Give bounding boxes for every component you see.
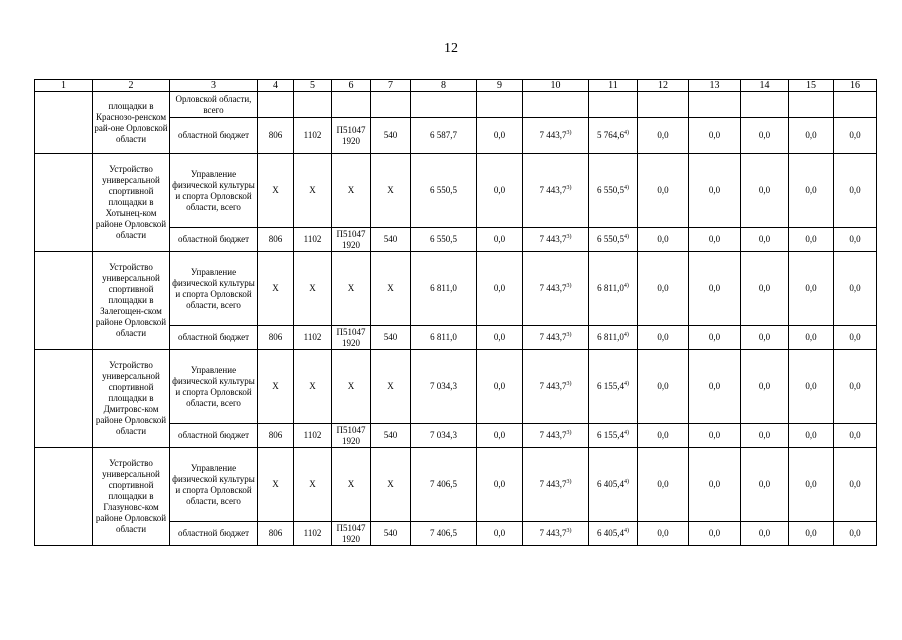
column-number: 9	[477, 80, 523, 92]
value-cell: 0,0	[789, 118, 834, 154]
value-cell: 0,0	[689, 228, 741, 252]
budget-source: областной бюджет	[170, 118, 258, 154]
row-number-cell	[35, 252, 93, 350]
value-cell: 7 443,7$^{3)}$	[523, 522, 589, 546]
value-cell: 0,0	[834, 252, 877, 326]
expense-type-code: 540	[371, 522, 411, 546]
measure-name: Устройство универсальной спортивной площадки в Залегощен-ском районе Орловской области	[93, 252, 170, 350]
value-cell: 7 443,7$^{3)}$	[523, 350, 589, 424]
value-cell: 7 443,7$^{3)}$	[523, 118, 589, 154]
value-cell: 0,0	[689, 350, 741, 424]
target-code: П51047 1920	[332, 118, 371, 154]
value-cell: 0,0	[834, 154, 877, 228]
column-number-row	[35, 80, 877, 92]
target-code: П51047 1920	[332, 228, 371, 252]
cell	[834, 92, 877, 118]
total-value: 7 034,3	[411, 350, 477, 424]
value-cell: 0,0	[834, 228, 877, 252]
budget-source: областной бюджет	[170, 522, 258, 546]
value-cell: 0,0	[741, 154, 789, 228]
expense-type-code: 540	[371, 228, 411, 252]
not-applicable-mark: X	[332, 154, 371, 228]
value-cell: 0,0	[789, 252, 834, 326]
row-number-cell	[35, 448, 93, 546]
value-cell: 0,0	[789, 228, 834, 252]
not-applicable-mark: X	[294, 448, 332, 522]
value-cell: 0,0	[741, 350, 789, 424]
not-applicable-mark: X	[371, 350, 411, 424]
not-applicable-mark: X	[294, 350, 332, 424]
not-applicable-mark: X	[258, 154, 294, 228]
row-number-cell	[35, 92, 93, 154]
not-applicable-mark: X	[332, 252, 371, 326]
table-row	[35, 154, 877, 228]
grbs-code: 806	[258, 228, 294, 252]
value-cell: 0,0	[477, 350, 523, 424]
total-value: 6 811,0	[411, 326, 477, 350]
value-cell: 0,0	[741, 424, 789, 448]
column-number: 7	[371, 80, 411, 92]
value-cell: 0,0	[834, 424, 877, 448]
value-cell: 0,0	[741, 252, 789, 326]
column-number: 13	[689, 80, 741, 92]
cell	[741, 92, 789, 118]
section-code: 1102	[294, 424, 332, 448]
value-cell: 0,0	[689, 154, 741, 228]
total-value: 6 550,5	[411, 228, 477, 252]
value-cell: 0,0	[689, 424, 741, 448]
budget-source: областной бюджет	[170, 424, 258, 448]
grbs-code: 806	[258, 326, 294, 350]
section-code: 1102	[294, 522, 332, 546]
cell	[371, 92, 411, 118]
value-cell: 0,0	[741, 448, 789, 522]
section-code: 1102	[294, 118, 332, 154]
cell	[332, 92, 371, 118]
grbs-code: 806	[258, 424, 294, 448]
value-cell: 6 405,4$^{4)}$	[589, 448, 638, 522]
section-code: 1102	[294, 326, 332, 350]
section-code: 1102	[294, 228, 332, 252]
value-cell: 0,0	[638, 154, 689, 228]
not-applicable-mark: X	[371, 448, 411, 522]
table-row	[35, 448, 877, 522]
value-cell: 6 405,4$^{4)}$	[589, 522, 638, 546]
value-cell: 0,0	[741, 118, 789, 154]
cell	[258, 92, 294, 118]
total-value: 6 811,0	[411, 252, 477, 326]
cell	[294, 92, 332, 118]
row-number-cell	[35, 350, 93, 448]
expense-type-code: 540	[371, 326, 411, 350]
value-cell: 7 443,7$^{3)}$	[523, 326, 589, 350]
column-number: 12	[638, 80, 689, 92]
value-cell: 0,0	[477, 448, 523, 522]
value-cell: 7 443,7$^{3)}$	[523, 424, 589, 448]
value-cell: 0,0	[638, 118, 689, 154]
cell	[789, 92, 834, 118]
measure-name: площадки в Краснозо-ренском рай-оне Орловской области	[93, 92, 170, 154]
value-cell: 0,0	[638, 424, 689, 448]
value-cell: 6 155,4$^{4)}$	[589, 350, 638, 424]
grbs-code: 806	[258, 118, 294, 154]
executor-total: Управление физической культуры и спорта Орловской области, всего	[170, 448, 258, 522]
value-cell: 0,0	[789, 350, 834, 424]
value-cell: 7 443,7$^{3)}$	[523, 448, 589, 522]
target-code: П51047 1920	[332, 522, 371, 546]
value-cell: 0,0	[638, 326, 689, 350]
value-cell: 5 764,6$^{4)}$	[589, 118, 638, 154]
budget-source: областной бюджет	[170, 228, 258, 252]
value-cell: 0,0	[477, 326, 523, 350]
executor-total: Управление физической культуры и спорта Орловской области, всего	[170, 154, 258, 228]
expense-type-code: 540	[371, 118, 411, 154]
value-cell: 0,0	[789, 424, 834, 448]
executor-total: Орловской области, всего	[170, 92, 258, 118]
value-cell: 0,0	[834, 448, 877, 522]
not-applicable-mark: X	[371, 252, 411, 326]
column-number: 6	[332, 80, 371, 92]
value-cell: 0,0	[789, 448, 834, 522]
cell	[477, 92, 523, 118]
value-cell: 7 443,7$^{3)}$	[523, 228, 589, 252]
not-applicable-mark: X	[258, 252, 294, 326]
not-applicable-mark: X	[258, 448, 294, 522]
column-number: 14	[741, 80, 789, 92]
value-cell: 0,0	[834, 118, 877, 154]
executor-total: Управление физической культуры и спорта Орловской области, всего	[170, 252, 258, 326]
value-cell: 6 550,5$^{4)}$	[589, 228, 638, 252]
column-number: 5	[294, 80, 332, 92]
grbs-code: 806	[258, 522, 294, 546]
value-cell: 0,0	[477, 252, 523, 326]
row-number-cell	[35, 154, 93, 252]
value-cell: 0,0	[741, 326, 789, 350]
value-cell: 0,0	[789, 154, 834, 228]
value-cell: 0,0	[477, 228, 523, 252]
column-number: 15	[789, 80, 834, 92]
measure-name: Устройство универсальной спортивной площадки в Дмитровс-ком районе Орловской области	[93, 350, 170, 448]
value-cell: 0,0	[834, 522, 877, 546]
not-applicable-mark: X	[332, 350, 371, 424]
cell	[689, 92, 741, 118]
page-number: 12	[444, 41, 458, 56]
cell	[411, 92, 477, 118]
value-cell: 0,0	[638, 252, 689, 326]
value-cell: 6 550,5$^{4)}$	[589, 154, 638, 228]
value-cell: 0,0	[689, 118, 741, 154]
executor-total: Управление физической культуры и спорта Орловской области, всего	[170, 350, 258, 424]
not-applicable-mark: X	[371, 154, 411, 228]
value-cell: 6 155,4$^{4)}$	[589, 424, 638, 448]
column-number: 8	[411, 80, 477, 92]
not-applicable-mark: X	[294, 154, 332, 228]
column-number: 10	[523, 80, 589, 92]
column-number: 16	[834, 80, 877, 92]
value-cell: 0,0	[477, 154, 523, 228]
value-cell: 0,0	[789, 326, 834, 350]
not-applicable-mark: X	[258, 350, 294, 424]
total-value: 7 406,5	[411, 522, 477, 546]
value-cell: 7 443,7$^{3)}$	[523, 154, 589, 228]
value-cell: 0,0	[834, 326, 877, 350]
column-number: 3	[170, 80, 258, 92]
budget-table	[34, 79, 877, 546]
total-value: 7 406,5	[411, 448, 477, 522]
value-cell: 0,0	[477, 522, 523, 546]
value-cell: 6 811,0$^{4)}$	[589, 326, 638, 350]
column-number: 1	[35, 80, 93, 92]
value-cell: 0,0	[689, 326, 741, 350]
total-value: 6 550,5	[411, 154, 477, 228]
column-number: 11	[589, 80, 638, 92]
target-code: П51047 1920	[332, 424, 371, 448]
budget-source: областной бюджет	[170, 326, 258, 350]
expense-type-code: 540	[371, 424, 411, 448]
table-row	[35, 252, 877, 326]
value-cell: 0,0	[477, 424, 523, 448]
value-cell: 0,0	[638, 522, 689, 546]
value-cell: 0,0	[477, 118, 523, 154]
measure-name: Устройство универсальной спортивной площадки в Глазуновс-ком районе Орловской области	[93, 448, 170, 546]
value-cell: 0,0	[638, 448, 689, 522]
value-cell: 0,0	[689, 252, 741, 326]
measure-name: Устройство универсальной спортивной площадки в Хотынец-ком районе Орловской области	[93, 154, 170, 252]
value-cell: 0,0	[789, 522, 834, 546]
total-value: 7 034,3	[411, 424, 477, 448]
table-row	[35, 92, 877, 118]
not-applicable-mark: X	[294, 252, 332, 326]
column-number: 2	[93, 80, 170, 92]
cell	[523, 92, 589, 118]
total-value: 6 587,7	[411, 118, 477, 154]
value-cell: 0,0	[689, 448, 741, 522]
cell	[638, 92, 689, 118]
value-cell: 7 443,7$^{3)}$	[523, 252, 589, 326]
value-cell: 0,0	[834, 350, 877, 424]
target-code: П51047 1920	[332, 326, 371, 350]
value-cell: 0,0	[638, 350, 689, 424]
column-number: 4	[258, 80, 294, 92]
cell	[589, 92, 638, 118]
value-cell: 6 811,0$^{4)}$	[589, 252, 638, 326]
value-cell: 0,0	[689, 522, 741, 546]
value-cell: 0,0	[741, 522, 789, 546]
not-applicable-mark: X	[332, 448, 371, 522]
value-cell: 0,0	[741, 228, 789, 252]
table-row	[35, 350, 877, 424]
value-cell: 0,0	[638, 228, 689, 252]
